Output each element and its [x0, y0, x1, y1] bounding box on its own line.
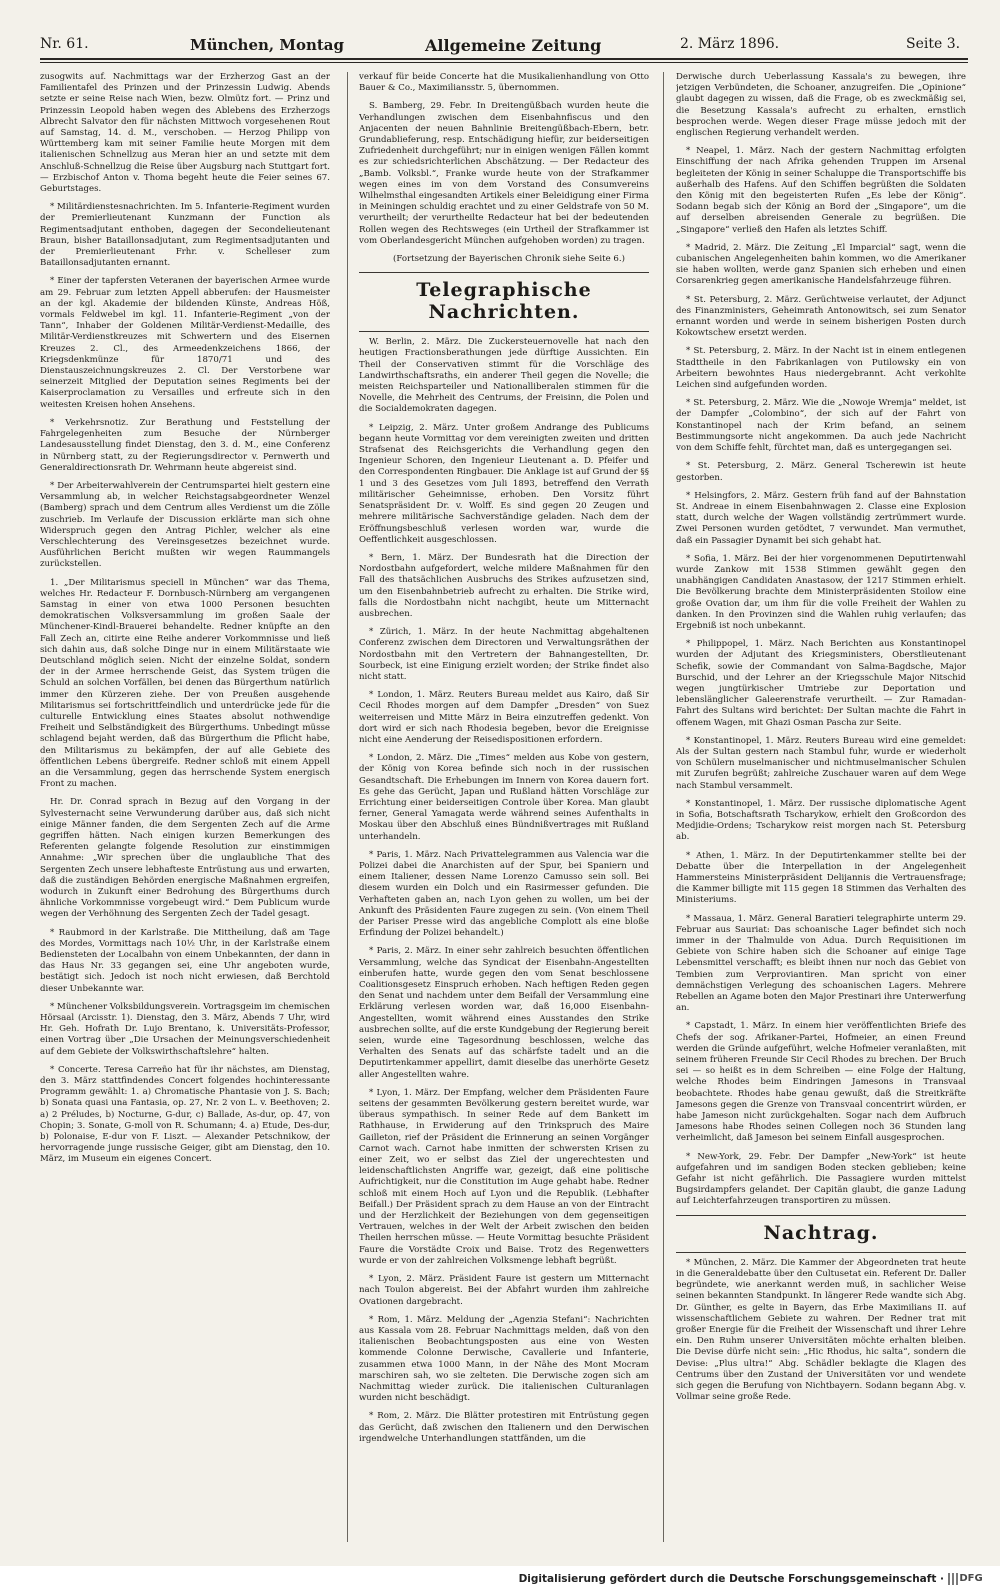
section-rule	[676, 1252, 966, 1253]
newspaper-title: Allgemeine Zeitung	[425, 36, 602, 55]
paragraph: * Leipzig, 2. März. Unter großem Andrange des Publicums begann heute Vormittag vor dem vereinigten zweiten und dritten Strafsenat des Reichsgerichts die Verhandlung gegen den Ingenieur Schoren, den Ingenieur Lieutenant a. D. Pfeifer und den Correspondenten Ringbauer. Die Anklage ist auf Grund der §§ 1 und 3 des Gesetzes vom Juli 1893, betreffend den Verrath militärischer Geheimnisse, erhoben. Den Vorsitz führt Senatspräsident Dr. v. Wolff. Es sind gegen 20 Zeugen und mehrere militärische Sachverständige geladen. Nach dem der Eröffnungsbeschluß verlesen worden war, wurde die Oeffentlichkeit ausgeschlossen.	[359, 422, 649, 545]
section-title-nachtrag: Nachtrag.	[763, 1221, 879, 1244]
paragraph: * Paris, 2. März. In einer sehr zahlreich besuchten öffentlichen Versammlung, welche das Syndicat der Eisenbahn-Angestellten einberufen hatte, wurde gegen den vom Senat beschlossene Coalitionsgesetz Einspruch erhoben. Nach heftigen Reden gegen den Senat und nachdem unter dem Beifall der Versammlung eine Erklärung verlesen worden war, daß 16,000 Eisenbahn-Angestellten, womit während eines Ausstandes den Strike ausbrechen sollte, auf die erste Kundgebung der Regierung bereit seien, wurde eine Tagesordnung beschlossen, welche das Verhalten des Senats auf das schärfste tadelt und an die Deputirtenkammer appellirt, damit dieselbe das unerhörte Gesetz aller Angestellten wahre.	[359, 946, 649, 1080]
paragraph: Derwische durch Ueberlassung Kassala's zu bewegen, ihre jetzigen Verbündeten, die Schoaner, anzugreifen. Die „Opinione“ glaubt dagegen zu wissen, daß die Frage, ob es zweckmäßig sei, die Besetzung Kassala's aufrecht zu erhalten, ernstlich besprochen werde. Wegen dieser Frage müsse jedoch mit der englischen Regierung verhandelt werden.	[676, 72, 966, 139]
paragraph: * Militärdienstesnachrichten. Im 5. Infanterie-Regiment wurden der Premierlieutenant Kunzmann der Function als Regimentsadjutant enthoben, dagegen der Secondelieutenant Braun, bisher Bataillonsadjutant, zum Regimentsadjutanten und der Premierlieutenant Frhr. v. Schelleser zum Bataillonsadjutanten ernannt.	[40, 202, 330, 269]
header-rule	[40, 58, 968, 60]
paragraph: * St. Petersburg, 2. März. General Tscherewin ist heute gestorben.	[676, 461, 966, 483]
paragraph: W. Berlin, 2. März. Die Zuckersteuernovelle hat nach den heutigen Fractionsberathungen jede dürftige Aussichten. Ein Theil der Conservativen stimmt für die Vorschläge des Landwirthschaftsraths, ein anderer Theil gegen die Novelle; die meisten Reichsparteiler und Nationalliberalen stimmen für die Novelle, die Mehrheit des Centrums, der Freisinn, die Polen und die Socialdemokraten dagegen.	[359, 337, 649, 415]
section-rule	[359, 331, 649, 332]
paragraph: zusogwits auf. Nachmittags war der Erzherzog Gast an der Familientafel des Prinzen und der Prinzessin Ludwig. Abends setzte er seine Reise nach Wien, bezw. Olmütz fort. — Prinz und Prinzessin Leopold haben wegen des Ablebens des Erzherzogs Albrecht Salvator den für nächsten Mittwoch vorgesehenen Rout auf Samstag, 14. d. M., verschoben. — Herzog Philipp von Württemberg kam mit seiner Familie heute Morgen mit dem italienischen Schnellzug aus Meran hier an und setzte mit dem Anschluß-Schnellzug die Reise über Augsburg nach Stuttgart fort. — Erzbischof Anton v. Thoma begeht heute die Feier seines 67. Geburtstages.	[40, 72, 330, 195]
paragraph: * Massaua, 1. März. General Baratieri telegraphirte unterm 29. Februar aus Sauriat: Das schoanische Lager befindet sich noch immer in der Thalmulde von Adua. Durch Requisitionen im Gebiete von Schire haben sich die Schoaner auf einige Tage Lebensmittel verschafft; es bleibt ihnen nur noch das Gebiet von Tembien zum Verproviantiren. Man spricht von einer demnächstigen Verlegung des schoanischen Lagers. Mehrere Rebellen an Agame boten den Major Prestinari ihre Unterwerfung an.	[676, 913, 966, 1014]
section-rule	[676, 1215, 966, 1216]
issue-date: 2. März 1896.	[680, 36, 780, 52]
paragraph: * Paris, 1. März. Nach Privattelegrammen aus Valencia war die Polizei dabei die Anarchisten auf der Spur, bei Spaniern und einem Italiener, dessen Name Lorenzo Camusso sein soll. Bei diesem wurden ein Dolch und ein Rasirmesser gefunden. Die Verhafteten gaben an, nach Lyon gehen zu wollen, um bei der Ankunft des Präsidenten Faure zugegen zu sein. (Von einem Theil der Pariser Presse wird das angebliche Complott als eine bloße Erfindung der Polizei behandelt.)	[359, 849, 649, 939]
paragraph: * St. Petersburg, 2. März. Wie die „Nowoje Wremja“ meldet, ist der Dampfer „Colombino“, der sich auf der Fahrt von Konstantinopel nach der Krim befand, an seinem Bestimmungsorte nicht angekommen. Da auch jede Nachricht von dem Schiffe fehlt, fürchtet man, daß es untergegangen sei.	[676, 398, 966, 454]
paragraph: * Zürich, 1. März. In der heute Nachmittag abgehaltenen Conferenz zwischen dem Directoren und Verwaltungsräthen der Nordostbahn mit den Vertretern der Bahnangestellten, Dr. Sourbeck, ist eine Einigung erzielt worden; der Strike findet also nicht statt.	[359, 627, 649, 682]
paragraph: 1. „Der Militarismus speciell in München“ war das Thema, welches Hr. Redacteur F. Dornbusch-Nürnberg am vergangenen Samstag in einer von etwa 1000 Personen besuchten demokratischen Volksversammlung im großen Saale der Münchener-Kindl-Brauerei behandelte. Redner knüpfte an den Fall Zech an, citirte eine Reihe anderer Vorkommnisse und ließ sich dahin aus, daß solche Dinge nur in einem Militärstaate wie Deutschland möglich seien. Nicht der einzelne Soldat, sondern der in der Armee herrschende Geist, das System trügen die Schuld an solchen Vorfällen, bei denen das Bürgerthum natürlich immer den Kürzeren ziehe. Der von Preußen ausgehende Militarismus sei fortschrittfeindlich und unterdrücke jede für die culturelle Entwicklung eines Staates absolut nothwendige Freiheit und Selbständigkeit des Bürgerthums. Unbedingt müsse schlagend bejaht werden, daß das Bürgerthum die Pflicht habe, den Militarismus zu bekämpfen, der auf alle Gebiete des öffentlichen Lebens übergreife. Redner schloß mit einem Appell an die Versammlung, gegen das herrschende System energisch Front zu machen.	[40, 577, 330, 790]
paragraph: * Konstantinopel, 1. März. Der russische diplomatische Agent in Sofia, Botschaftsrath Tscharykow, erhielt den Großcordon des Medjidie-Ordens; Tscharykow reist morgen nach St. Petersburg ab.	[676, 798, 966, 843]
place-and-day: München, Montag	[190, 36, 344, 54]
paragraph: * Lyon, 1. März. Der Empfang, welcher dem Präsidenten Faure seitens der gesammten Bevölkerung gestern bereitet wurde, war überaus sympathisch. In seiner Rede auf dem Bankett im Rathhause, in Erwiderung auf den Trinkspruch des Maire Gailleton, rief der Präsident die Erinnerung an seinen Vorgänger Carnot wach. Carnot habe inmitten der schwersten Krisen zu einer Zeit, wo er selbst das Ziel der ungerechtesten und leidenschaftlichsten Angriffe war, gezeigt, daß eine politische Aufrichtigkeit, nur die Constitution im Auge gehabt habe. Redner schloß mit einem Hoch auf Lyon und die Republik. (Lebhafter Beifall.) Der Präsident sprach zu dem Hause an von der Eintracht und der Herzlichkeit der Beziehungen von dem gegenseitigen Vertrauen, welches in der Welt der Arbeit zwischen den beiden Theilen herrschen müsse. — Heute Vormittag besuchte Präsident Faure die Vorstädte Croix und Baise. Trotz des Regenwetters wurde er von der zahlreichen Volksmenge lebhaft begrüßt.	[359, 1087, 649, 1266]
paragraph: * Neapel, 1. März. Nach der gestern Nachmittag erfolgten Einschiffung der nach Afrika gehenden Truppen im Arsenal begleiteten der König in seiner Schaluppe die Transportschiffe bis außerhalb des Hafens. Auf den Schiffen begrüßten die Soldaten den König mit den begeisterten Rufen „Es lebe der König“. Sodann begab sich der König an Bord der „Singapore“, um die auf derselben abreisenden Generale zu begrüßen. Die „Singapore“ verließ den Hafen als letztes Schiff.	[676, 146, 966, 235]
section-rule	[359, 272, 649, 273]
paragraph: * Konstantinopel, 1. März. Reuters Bureau wird eine gemeldet: Als der Sultan gestern nach Stambul fuhr, wurde er wiederholt von Schülern muselmanischer und nichtmuselmanischer Schulen mit Zurufen begrüßt; zahlreiche Zuschauer waren auf dem Wege nach Stambul versammelt.	[676, 735, 966, 791]
column-1	[40, 72, 330, 1542]
paragraph: * Verkehrsnotiz. Zur Berathung und Feststellung der Fahrgelegenheiten zum Besuche der Nürnberger Landesausstellung findet Dienstag, den 3. d. M., eine Conferenz in Nürnberg statt, zu der Regierungsdirector v. Pernwerth und Generaldirectionsrath Dr. Wehrmann heute abgereist sind.	[40, 417, 330, 473]
paragraph: * Rom, 2. März. Die Blätter protestiren mit Entrüstung gegen das Gerücht, daß zwischen den Italienern und den Derwischen irgendwelche Unterhandlungen stattfänden, um die	[359, 1411, 649, 1444]
paragraph: * London, 1. März. Reuters Bureau meldet aus Kairo, daß Sir Cecil Rhodes morgen auf dem Dampfer „Dresden“ von Suez weiterreisen und Mitte März in Beira einzutreffen gedenkt. Von dort wird er sich nach Rhodesia begeben, bevor die Ereignisse nicht eine Aenderung der Reisedispositionen erfordern.	[359, 690, 649, 745]
paragraph: Hr. Dr. Conrad sprach in Bezug auf den Vorgang in der Sylvesternacht seine Verwunderung darüber aus, daß sich nicht einige Männer fanden, die dem Sergenten Zech auf die Arme gegriffen hätten. Nach einigen kurzen Bemerkungen des Referenten gelangte folgende Resolution zur einstimmigen Annahme: „Wir sprechen über die unglaubliche That des Sergenten Zech unsere lebhafteste Entrüstung aus und erwarten, daß die zuständigen Behörden energische Maßnahmen ergreifen, wodurch in Zukunft einer Bedrohung des Bürgerthums durch ähnliche Vorkommnisse vorgebeugt wird.“ Dem Publicum wurde wegen der Verhöhnung des Sergenten Zech der Tadel gesagt.	[40, 797, 330, 920]
page-header	[40, 32, 968, 58]
paragraph: * Lyon, 2. März. Präsident Faure ist gestern um Mitternacht nach Toulon abgereist. Bei der Abfahrt wurden ihm zahlreiche Ovationen dargebracht.	[359, 1274, 649, 1307]
paragraph: * Sofia, 1. März. Bei der hier vorgenommenen Deputirtenwahl wurde Zankow mit 1538 Stimmen gewählt gegen den unabhängigen Candidaten Anastasow, der 1217 Stimmen erhielt. Die Bevölkerung brachte dem Ministerpräsidenten Stoilow eine große Ovation dar, um ihm für die volle Freiheit der Wahlen zu danken. In den Provinzen sind die Wahlen ruhig verlaufen; das Ergebniß ist noch unbekannt.	[676, 553, 966, 631]
paragraph: (Fortsetzung der Bayerischen Chronik siehe Seite 6.)	[393, 254, 625, 265]
dfg-logo: DFG	[952, 1571, 990, 1587]
paragraph: verkauf für beide Concerte hat die Musikalienhandlung von Otto Bauer & Co., Maximiliansstr. 5, übernommen.	[359, 72, 649, 94]
paragraph: * Concerte. Teresa Carreño hat für ihr nächstes, am Dienstag, den 3. März stattfindendes Concert folgendes hochinteressante Programm gewählt: 1. a) Chromatische Phantasie von J. S. Bach; b) Sonata quasi una Fantasia, op. 27, Nr. 2 von L. v. Beethoven; 2. a) 2 Préludes, b) Nocturne, G-dur, c) Ballade, As-dur, op. 47, von Chopin; 3. Sonate, G-moll von R. Schumann; 4. a) Etude, Des-dur, b) Polonaise, E-dur von F. Liszt. — Alexander Petschnikow, der hervorragende junge russische Geiger, gibt am Dienstag, den 10. März, im Museum ein eigenes Concert.	[40, 1064, 330, 1165]
paragraph: * Madrid, 2. März. Die Zeitung „El Imparcial“ sagt, wenn die cubanischen Angelegenheiten bahin kommen, wo die Amerikaner sie haben wollten, werde ganz Spanien sich erheben und einen Corsarenkrieg gegen amerikanische Handelsfahrzeuge führen.	[676, 242, 966, 287]
header-rule-thin	[40, 62, 968, 63]
paragraph: * Helsingfors, 2. März. Gestern früh fand auf der Bahnstation St. Andreae in einem Eisenbahnwagen 2. Classe eine Explosion statt, durch welche der Wagen vollständig zertrümmert wurde. Zwei Personen wurden getödtet, 7 verwundet. Man vermuthet, daß ein Passagier Dynamit bei sich gehabt hat.	[676, 490, 966, 546]
paragraph: * Münchener Volksbildungsverein. Vortragsgeim im chemischen Hörsaal (Arcisstr. 1). Dienstag, den 3. März, Abends 7 Uhr, wird Hr. Geh. Hofrath Dr. Lujo Brentano, k. Universitäts-Professor, einen Vortrag über „Die Ursachen der Meinungsverschiedenheit auf dem Gebiete der Volkswirthschaftslehre“ halten.	[40, 1001, 330, 1057]
column-divider	[347, 72, 348, 1542]
paragraph: * London, 2. März. Die „Times“ melden aus Kobe von gestern, der König von Korea befinde sich noch in der russischen Gesandtschaft. Die Erhebungen im Innern von Korea dauern fort. Es gehe das Gerücht, Japan und Rußland hätten Vorschläge zur Errichtung einer beiderseitigen Controle über Korea. Man glaubt ferner, General Yamagata werde während seines Aufenthalts in Moskau über den Abschluß eines Bündnißvertrages mit Rußland unterhandeln.	[359, 753, 649, 842]
paragraph: * New-York, 29. Febr. Der Dampfer „New-York“ ist heute aufgefahren und im sandigen Boden stecken geblieben; keine Gefahr ist nicht gefährlich. Die Passagiere wurden mittelst Bugsirdampfers gelandet. Der Capitän glaubt, die ganze Ladung auf Leichterfahrzeugen transportiren zu müssen.	[676, 1151, 966, 1207]
page-number: Seite 3.	[906, 36, 961, 52]
paragraph: * Philippopel, 1. März. Nach Berichten aus Konstantinopel wurden der Adjutant des Kriegsministers, Oberstlieutenant Schefik, sowie der Commandant von Salma-Bagdsche, Major Burschid, und der Lehrer an der Kriegsschule Major Nitschid wegen jungtürkischer Umtriebe zur Deportation und lebenslänglicher Galeerenstrafe verurtheilt. — Zur Ramadan-Fahrt des Sultans wird berichtet: Der Sultan machte die Fahrt in offenem Wagen, mit Ghazi Osman Pascha zur Seite.	[676, 639, 966, 728]
column-2	[359, 72, 649, 1542]
paragraph: S. Bamberg, 29. Febr. In Dreitengüßbach wurden heute die Verhandlungen zwischen dem Eisenbahnfiscus und den Anjacenten der neuen Bahnlinie Breitengüßbach-Ebern, betr. Grundablieferung, resp. Entschädigung hiefür, zur beiderseitigen Zufriedenheit durchgeführt; nur in einigen wenigen Fällen kommt es zur schiedsrichterlichen Abschätzung. — Der Redacteur des „Bamb. Volksbl.“, Franke wurde heute von der Strafkammer wegen eines im von dem Vorstand des Consumvereins Wilhelmsthal eingesandten Artikels einer Beleidigung einer Firma in Meiningen schuldig erachtet und zu einer Geldstrafe von 50 M. verurtheilt; der verurtheilte Redacteur hat bei der bedeutenden Rollen wegen des Rechtsweges (ein Urtheil der Strafkammer ist vom Oberlandesgericht München aufgehoben worden) zu tragen.	[359, 101, 649, 246]
paragraph: * St. Petersburg, 2. März. Gerüchtweise verlautet, der Adjunct des Finanzministers, Geheimrath Antonowitsch, sei zum Senator ernannt worden und werde in seinem bisherigen Posten durch Kokowtschew ersetzt werden.	[676, 294, 966, 339]
paragraph: * Raubmord in der Karlstraße. Die Mittheilung, daß am Tage des Mordes, Vormittags nach 10½ Uhr, in der Karlstraße einem Bediensteten der Localbahn von einem Unbekannten, der dann in das Haus Nr. 33 gegangen sei, eine Uhr angeboten wurde, bestätigt sich. Jedoch ist noch nicht erwiesen, daß Berchtold dieser Unbekannte war.	[40, 927, 330, 994]
newspaper-page	[40, 32, 968, 1547]
column-3	[676, 72, 966, 1542]
paragraph: * St. Petersburg, 2. März. In der Nacht ist in einem entlegenen Stadttheile in den Fabrikanlagen von Putilowsky ein von Arbeitern bewohntes Haus niedergebrannt. Acht verkohlte Leichen sind aufgefunden worden.	[676, 346, 966, 391]
paragraph: * Athen, 1. März. In der Deputirtenkammer stellte bei der Debatte über die Interpellation in der Angelegenheit Hammersteins Ministerpräsident Delijannis die Vertrauensfrage; die Kammer billigte mit 115 gegen 18 Stimmen das Verhalten des Ministeriums.	[676, 850, 966, 906]
paragraph: * Einer der tapfersten Veteranen der bayerischen Armee wurde am 29. Februar zum letzten Appell abberufen: der Hausmeister an der kgl. Akademie der bildenden Künste, Andreas Höß, vormals Feldwebel im kgl. 11. Infanterie-Regiment „von der Tann“, Inhaber der Goldenen Militär-Verdienst-Medaille, des Militär-Verdienstkreuzes mit Schwertern und des Eisernen Kreuzes 2. Cl., des Armeedenkzeichens 1866, der Kriegsdenkmünze für 1870/71 und des Dienstauszeichnungskreuzes 2. Cl. Der Verstorbene war seinerzeit Mitglied der Deputation seines Regiments bei der Kaiserproclamation zu Versailles und erfreute sich in den weitesten Kreisen hohen Ansehens.	[40, 276, 330, 410]
paragraph: * Rom, 1. März. Meldung der „Agenzia Stefani“: Nachrichten aus Kassala vom 28. Februar Nachmittags melden, daß von den italienischen Beobachtungsposten aus eine von Westen kommende Colonne Derwische, Cavallerie und Infanterie, zusammen etwa 1000 Mann, in der Nähe des Mont Mocram marschiren sah, wo sie zelteten. Die Derwische zogen sich am Nachmittag wieder zurück. Die italienischen Culturanlagen wurden nicht beschädigt.	[359, 1314, 649, 1404]
paragraph: * Bern, 1. März. Der Bundesrath hat die Direction der Nordostbahn aufgefordert, welche mildere Maßnahmen für den Fall des thatsächlichen Ausbruchs des Strikes aufzusetzen sind, um den Eisenbahnbetrieb aufrecht zu erhalten. Die Strike wird, falls die Nordostbahn nicht nachgibt, heute um Mitternacht ausbrechen.	[359, 552, 649, 619]
paragraph: * Capstadt, 1. März. In einem hier veröffentlichten Briefe des Chefs der sog. Afrikaner-Partei, Hofmeier, an einen Freund werden die Gründe aufgeführt, welche Hofmeier veranlaßten, mit seinem früheren Freunde Sir Cecil Rhodes zu brechen. Der Bruch sei — so heißt es in dem Schreiben — eine Folge der Haltung, welche Rhodes beim Eindringen Jamesons in Transvaal beobachtete. Rhodes habe genau gewußt, daß die Streitkräfte Jamesons gegen die Grenze von Transvaal concentrirt würden, er habe Jameson nicht zurückgehalten. Sogar nach dem Aufbruch Jamesons habe Rhodes seinen Collegen noch 36 Stunden lang verheimlicht, daß Jameson bei seinem Einfall ausgesprochen.	[676, 1021, 966, 1144]
digitization-footer	[0, 1566, 1000, 1593]
paragraph: * Der Arbeiterwahlverein der Centrumspartei hielt gestern eine Versammlung ab, in welcher Reichstagsabgeordneter Wenzel (Bamberg) sprach und dem Centrum alles Verdienst um die Zölle zuschrieb. Im Verlaufe der Discussion erklärte man sich ohne Widerspruch gegen den Antrag Pichler, welcher als eine Verschlechterung des Vereinsgesetzes bezeichnet wurde. Ausführlichen Bericht mußten wir wegen Raummangels zurückstellen.	[40, 480, 330, 570]
paragraph: * München, 2. März. Die Kammer der Abgeordneten trat heute in die Generaldebatte über den Cultusetat ein. Referent Dr. Daller begründete, wie anerkannt werden muß, in sachlicher Weise seinen bekannten Standpunkt. In längerer Rede wandte sich Abg. Dr. Günther, es gelte in Bayern, das Erbe Maximilians II. auf wissenschaftlichem Gebiete zu wahren. Der Redner trat mit großer Energie für die Freiheit der Wissenschaft und ihrer Lehre ein. Den Ruhm unserer Universitäten möchte erhalten bleiben. Die Devise dürfe nicht sein: „Hic Rhodus, hic salta“, sondern die Devise: „Plus ultra!“ Abg. Schädler beklagte die Klagen des Centrums über den Zustand der Universitäten vor und wendete sich gegen die Berufung von Nichtbayern. Sodann begann Abg. v. Vollmar seine große Rede.	[676, 1257, 966, 1403]
issue-number: Nr. 61.	[40, 36, 89, 52]
section-title-telegraphische: Telegraphische Nachrichten.	[416, 279, 592, 324]
funding-credit: Digitalisierung gefördert durch die Deutsche Forschungsgemeinschaft ·	[518, 1573, 944, 1585]
column-divider	[663, 72, 664, 1542]
